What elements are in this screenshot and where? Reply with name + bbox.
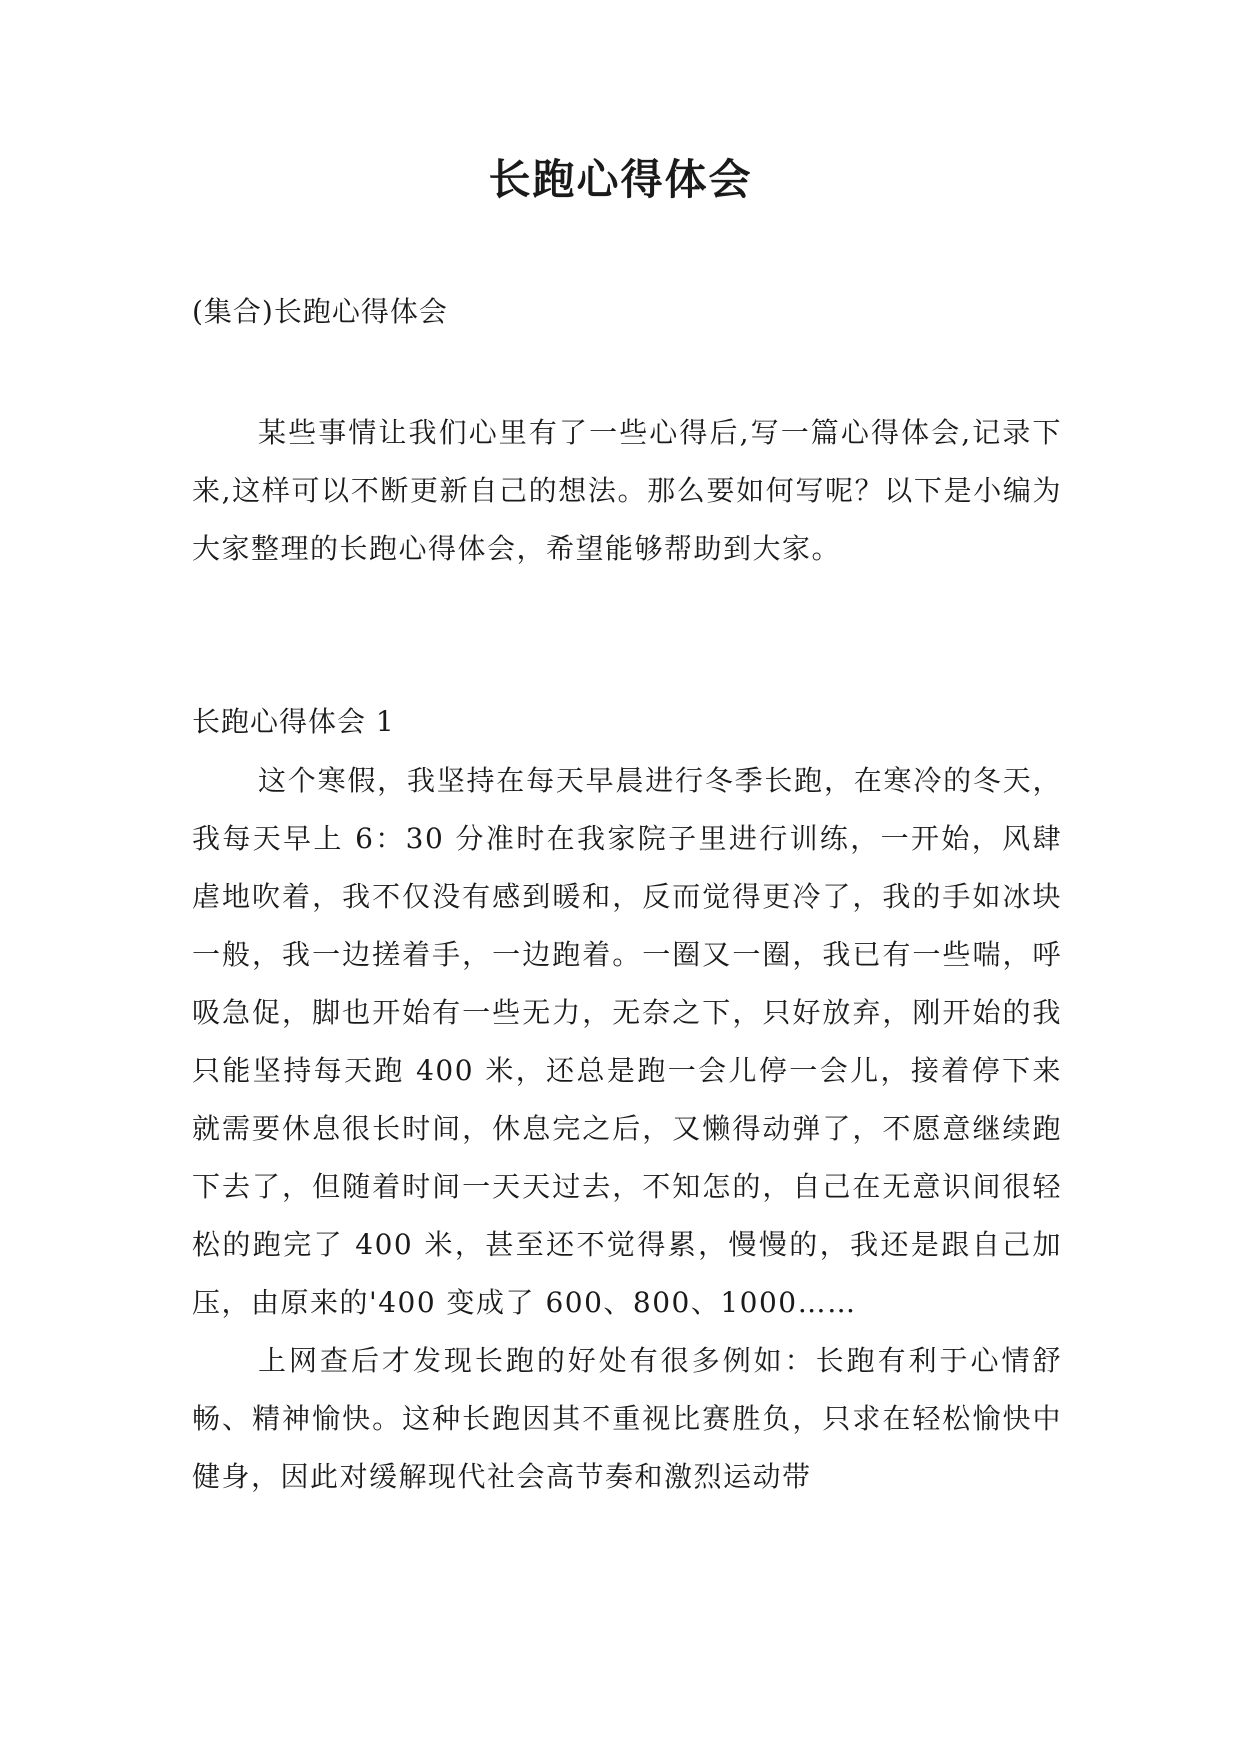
document-title: 长跑心得体会 (488, 155, 753, 204)
section-body (192, 752, 1062, 1506)
body-paragraph: 上网查后才发现长跑的好处有很多例如：长跑有利于心情舒畅、精神愉快。这种长跑因其不重视比赛胜负，只求在轻松愉快中健身，因此对缓解现代社会高节奏和激烈运动带 (192, 1344, 1062, 1493)
document-subtitle: (集合)长跑心得体会 (192, 295, 448, 328)
section-heading: 长跑心得体会 1 (192, 705, 395, 738)
body-paragraph: 这个寒假，我坚持在每天早晨进行冬季长跑，在寒冷的冬天，我每天早上 6：30 分准时在我家院子里进行训练，一开始，风肆虐地吹着，我不仅没有感到暖和，反而觉得更冷了，我的手如冰块一般，我一边搓着手，一边跑着。一圈又一圈，我已有一些喘，呼吸急促，脚也开始有一些无力，无奈之下，只好放弃，刚开始的我只能坚持每天跑 400 米，还总是跑一会儿停一会儿，接着停下来就需要休息很长时间，休息完之后，又懒得动弹了，不愿意继续跑下去了，但随着时间一天天过去，不知怎的，自己在无意识间很轻松的跑完了 400 米，甚至还不觉得累，慢慢的，我还是跟自己加压，由原来的'400 变成了 600、800、1000…… (192, 764, 1062, 1319)
intro-paragraph: 某些事情让我们心里有了一些心得后,写一篇心得体会,记录下来,这样可以不断更新自己的想法。那么要如何写呢？以下是小编为大家整理的长跑心得体会，希望能够帮助到大家。 (192, 416, 1062, 565)
